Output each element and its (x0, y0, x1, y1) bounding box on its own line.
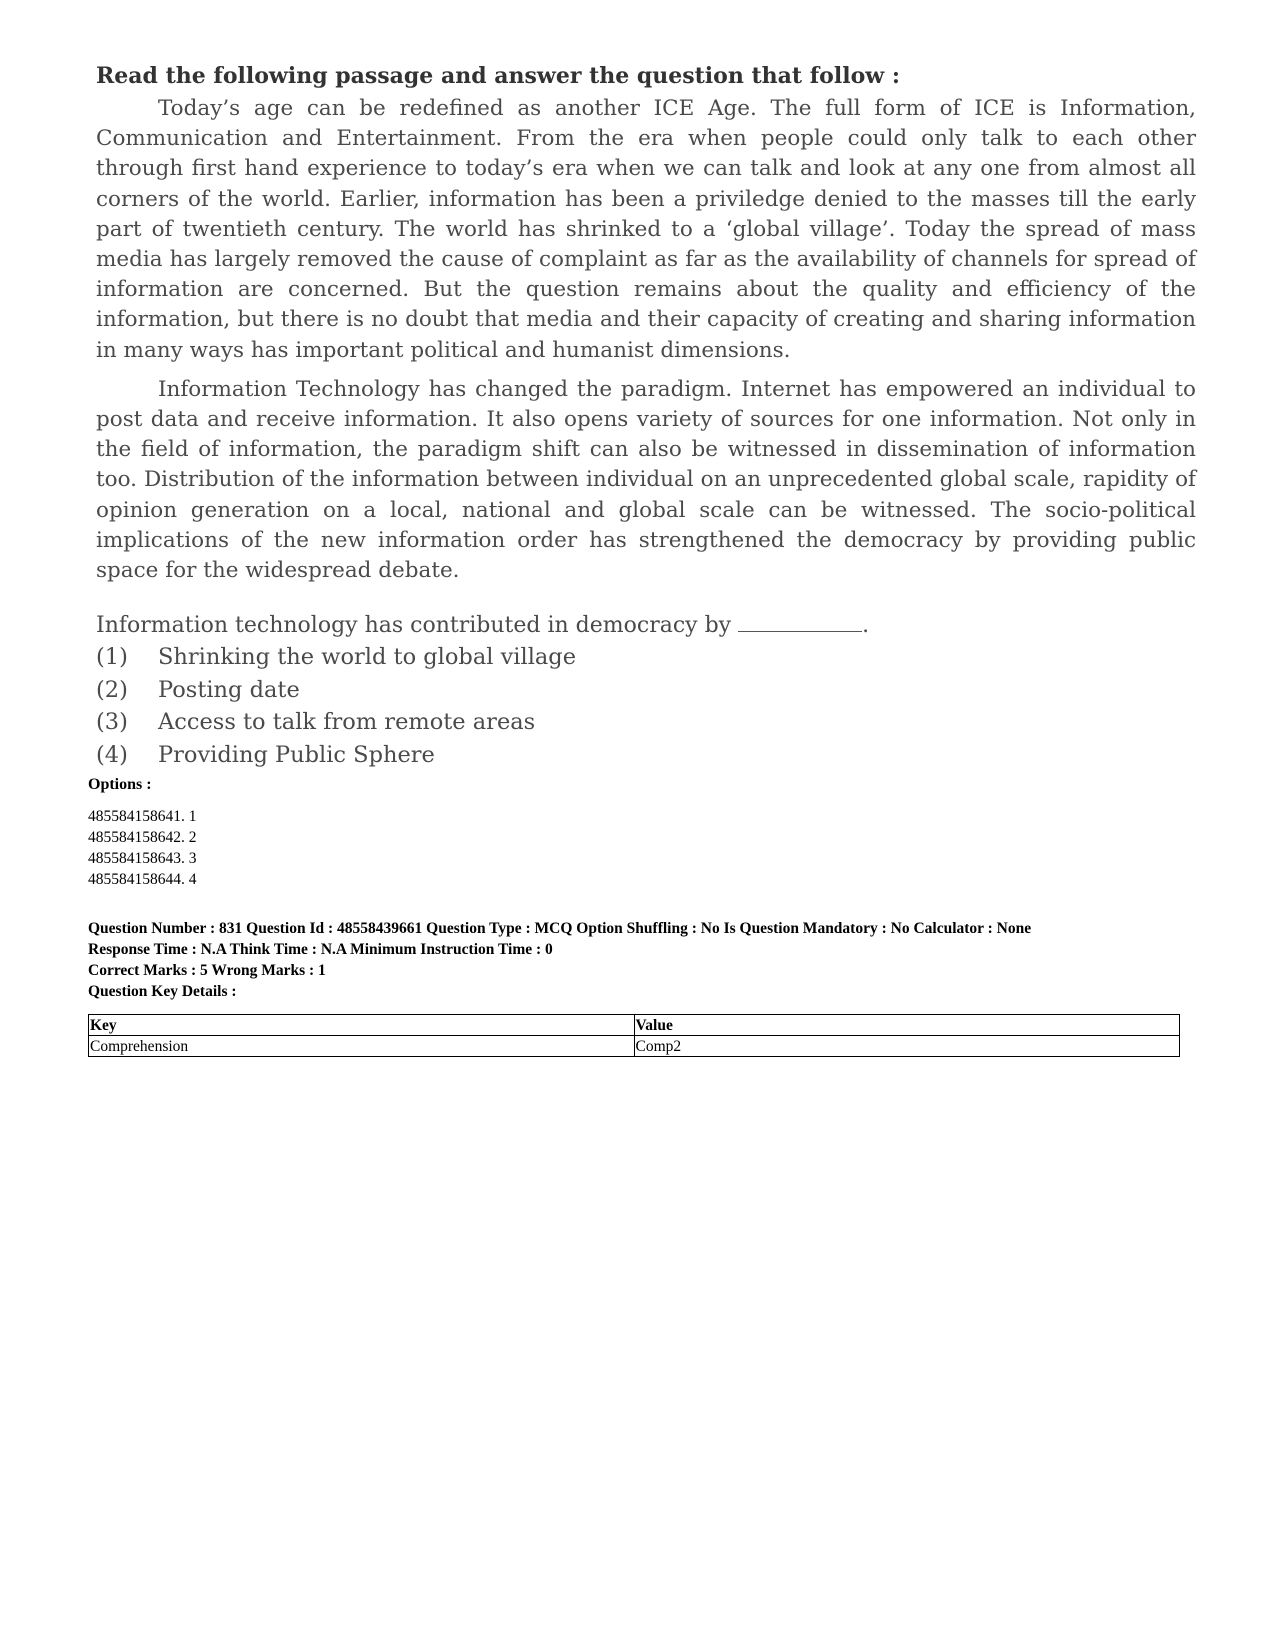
question-meta (88, 918, 1031, 1002)
choice-number: (2) (96, 676, 128, 703)
choice-item (96, 706, 1196, 739)
option-item: 485584158641. 1 (88, 808, 197, 825)
table-header-row (89, 1015, 1180, 1036)
table-row (89, 1036, 1180, 1057)
passage-paragraph-2: Information Technology has changed the paradigm. Internet has empowered an individual to post data and receive information. It also opens variety of sources for one information. Not only in the field of information, the paradigm shift can also be witnessed in dissemination of information too. Distribution of the information between individual on an unprecedented global scale, rapidity of opinion generation on a local, national and global scale can be witnessed. The socio-political implications of the new information order has strengthened the democracy by providing public space for the widespread debate. (96, 376, 1196, 584)
question-meta-line: Response Time : N.A Think Time : N.A Minimum Instruction Time : 0 (88, 941, 553, 958)
passage-image (96, 62, 1196, 771)
choice-item (96, 739, 1196, 772)
option-item: 485584158642. 2 (88, 829, 197, 846)
option-item: 485584158643. 3 (88, 850, 197, 867)
choice-number: (1) (96, 644, 128, 671)
choice-text: Shrinking the world to global village (158, 644, 577, 671)
table-cell-key: Comprehension (89, 1036, 635, 1057)
choice-text: Access to talk from remote areas (158, 709, 536, 736)
choice-text: Providing Public Sphere (158, 741, 435, 768)
question-meta-line: Correct Marks : 5 Wrong Marks : 1 (88, 962, 326, 979)
answer-blank (738, 613, 862, 632)
choice-number: (4) (96, 741, 128, 768)
table-cell-value: Comp2 (634, 1036, 1180, 1057)
choice-item (96, 641, 1196, 674)
passage-paragraph-1: Today’s age can be redefined as another ICE Age. The full form of ICE is Information, Communication and Entertainment. From the era when people could only talk to each other through first hand experience to today’s era when we can talk and look at any one from almost all corners of the world. Earlier, information has been a priviledge denied to the masses till the early part of twentieth century. The world has shrinked to a ‘global village’. Today the spread of mass media has largely removed the cause of complaint as far as the availability of channels for spread of information are concerned. But the question remains about the quality and efficiency of the information, but there is no doubt that media and their capacity of creating and sharing information in many ways has important political and humanist dimensions. (96, 96, 1196, 363)
options-list (88, 806, 197, 890)
table-header-value: Value (634, 1015, 1180, 1036)
choice-text: Posting date (158, 676, 300, 703)
passage-heading: Read the following passage and answer the question that follow : (96, 63, 900, 89)
option-item: 485584158644. 4 (88, 871, 197, 888)
question-meta-line: Question Number : 831 Question Id : 48558439661 Question Type : MCQ Option Shuffling : No Is Question Mandatory : No Calculator : None (88, 920, 1032, 937)
question-key-table (88, 1014, 1180, 1057)
question-end: . (862, 613, 870, 639)
question-text (96, 611, 1196, 641)
options-label: Options : (88, 776, 152, 793)
choice-list (96, 641, 1196, 771)
question-stem: Information technology has contributed in democracy by (96, 613, 732, 639)
choice-item (96, 674, 1196, 707)
choice-number: (3) (96, 709, 128, 736)
table-header-key: Key (89, 1015, 635, 1036)
question-meta-line: Question Key Details : (88, 983, 237, 1000)
